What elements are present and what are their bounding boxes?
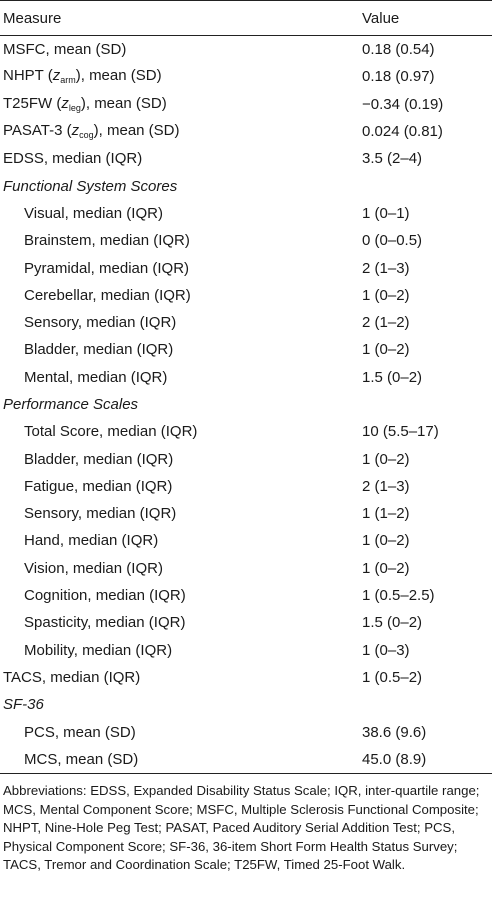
table-body <box>0 36 492 773</box>
table-row <box>0 336 492 363</box>
value-cell: 2 (1–3) <box>362 477 410 495</box>
value-cell: 1 (0–2) <box>362 559 410 577</box>
measure-label: SF-36 <box>3 696 44 714</box>
measure-label: Fatigue, median (IQR) <box>24 477 173 495</box>
measure-label: Vision, median (IQR) <box>24 559 163 577</box>
z-subscript: leg <box>68 102 81 113</box>
table-row <box>0 473 492 500</box>
value-cell: 1 (0–3) <box>362 641 410 659</box>
measure-label: PCS, mean (SD) <box>24 723 136 741</box>
z-symbol: z <box>52 67 61 85</box>
value-cell: 1 (0–2) <box>362 532 410 550</box>
table-row <box>0 609 492 636</box>
measure-cell <box>0 233 322 248</box>
measure-label-suffix: ), mean (SD) <box>93 122 180 140</box>
table-row <box>0 718 492 745</box>
measure-label: EDSS, median (IQR) <box>3 150 143 168</box>
measure-cell <box>0 479 307 494</box>
table-row <box>0 282 492 309</box>
z-subscript: cog <box>79 130 94 141</box>
value-cell: 0.18 (0.97) <box>362 68 435 86</box>
measure-cell <box>0 96 345 113</box>
measure-cell <box>0 315 307 330</box>
table-row <box>0 555 492 582</box>
measure-label: Brainstem, median (IQR) <box>24 232 190 250</box>
z-subscript: arm <box>60 75 76 86</box>
measure-label: Performance Scales <box>3 396 139 413</box>
value-cell: 1 (0.5–2) <box>362 668 423 686</box>
measure-cell <box>0 725 330 740</box>
value-cell: 1.5 (0–2) <box>362 368 423 386</box>
measure-cell <box>0 397 362 412</box>
value-cell: 38.6 (9.6) <box>362 723 427 741</box>
measure-cell <box>0 342 307 357</box>
measure-cell <box>0 42 337 57</box>
section-row <box>0 691 492 718</box>
table-row <box>0 145 492 172</box>
measure-cell <box>0 506 307 521</box>
measure-cell <box>0 615 322 630</box>
table-header <box>0 1 492 35</box>
table-row <box>0 91 492 118</box>
table-row <box>0 200 492 227</box>
measure-cell <box>0 561 307 576</box>
table-row <box>0 63 492 90</box>
measure-cell <box>0 424 337 439</box>
measure-label-suffix: ), mean (SD) <box>75 67 162 85</box>
table-row <box>0 527 492 554</box>
header-value: Value <box>362 9 400 27</box>
measure-label: Mental, median (IQR) <box>24 368 168 386</box>
measure-cell <box>0 288 307 303</box>
table-row <box>0 418 492 445</box>
value-cell: 1 (0–2) <box>362 286 410 304</box>
measure-label: MCS, mean (SD) <box>24 750 139 768</box>
table-row <box>0 309 492 336</box>
measure-label: TACS, median (IQR) <box>3 668 141 686</box>
value-cell: 1 (0.5–2.5) <box>362 587 435 605</box>
measure-label: Total Score, median (IQR) <box>24 423 198 441</box>
measure-cell <box>0 68 337 85</box>
table-row <box>0 364 492 391</box>
measure-label: Mobility, median (IQR) <box>24 641 173 659</box>
section-row <box>0 172 492 199</box>
measure-label: Spasticity, median (IQR) <box>24 614 186 632</box>
measure-label: Cognition, median (IQR) <box>24 587 186 605</box>
measure-label: Hand, median (IQR) <box>24 532 159 550</box>
table-row <box>0 637 492 664</box>
value-cell: 0.18 (0.54) <box>362 41 435 59</box>
table-row <box>0 746 492 773</box>
measure-label: MSFC, mean (SD) <box>3 41 127 59</box>
table-row <box>0 227 492 254</box>
measure-cell <box>0 643 307 658</box>
z-symbol: z <box>61 94 69 112</box>
value-cell: 1 (0–2) <box>362 450 410 468</box>
value-cell: 0 (0–0.5) <box>362 232 423 250</box>
measure-cell <box>0 151 322 166</box>
section-row <box>0 391 492 418</box>
measure-label: Bladder, median (IQR) <box>24 341 174 359</box>
measure-label: NHPT ( <box>3 67 53 85</box>
measure-label: Sensory, median (IQR) <box>24 314 177 332</box>
value-cell: 1 (0–1) <box>362 204 410 222</box>
measure-label: Bladder, median (IQR) <box>24 450 174 468</box>
value-cell: 45.0 (8.9) <box>362 750 427 768</box>
table-row <box>0 254 492 281</box>
value-cell: 1 (0–2) <box>362 341 410 359</box>
value-cell: −0.34 (0.19) <box>362 95 444 113</box>
value-cell: 10 (5.5–17) <box>362 423 439 441</box>
z-symbol: z <box>71 122 80 140</box>
measure-cell <box>0 206 307 221</box>
measure-label: Visual, median (IQR) <box>24 204 163 222</box>
measure-label: T25FW ( <box>3 94 62 112</box>
measure-cell <box>0 452 307 467</box>
table-row <box>0 582 492 609</box>
measure-cell <box>0 670 322 685</box>
measure-label: Sensory, median (IQR) <box>24 505 177 523</box>
table-row <box>0 118 492 145</box>
value-cell: 1 (1–2) <box>362 505 410 523</box>
measure-label: Pyramidal, median (IQR) <box>24 259 190 277</box>
measure-label-suffix: ), mean (SD) <box>80 94 167 112</box>
table-row <box>0 445 492 472</box>
measure-cell <box>0 752 330 767</box>
measure-cell <box>0 533 307 548</box>
value-cell: 3.5 (2–4) <box>362 150 423 168</box>
measure-cell <box>0 697 362 712</box>
measure-cell <box>0 370 322 385</box>
measure-label: Cerebellar, median (IQR) <box>24 286 191 304</box>
measure-cell <box>0 179 362 194</box>
value-cell: 0.024 (0.81) <box>362 123 443 141</box>
value-cell: 2 (1–3) <box>362 259 410 277</box>
table-row <box>0 36 492 63</box>
measure-label: PASAT-3 ( <box>3 122 72 140</box>
measure-cell <box>0 588 337 603</box>
measure-cell <box>0 123 345 140</box>
table-row <box>0 500 492 527</box>
header-measure: Measure <box>3 9 62 27</box>
measure-cell <box>0 261 307 276</box>
measure-label: Functional System Scores <box>3 177 178 195</box>
table-footnote: Abbreviations: EDSS, Expanded Disability Status Scale; IQR, inter-quartile range; MCS, Mental Component Score; MSFC, Multiple Sclerosis Functional Composite; NHPT, Nine-Hole Peg Test; PASAT, Paced Auditory Serial Addition Test; PCS, Physical Component Score; SF-36, 36-item Short Form Health Status Survey; TACS, Tremor and Coordination Scale; T25FW, Timed 25-Foot Walk. <box>3 783 480 873</box>
value-cell: 2 (1–2) <box>362 314 410 332</box>
value-cell: 1.5 (0–2) <box>362 614 423 632</box>
table-row <box>0 664 492 691</box>
